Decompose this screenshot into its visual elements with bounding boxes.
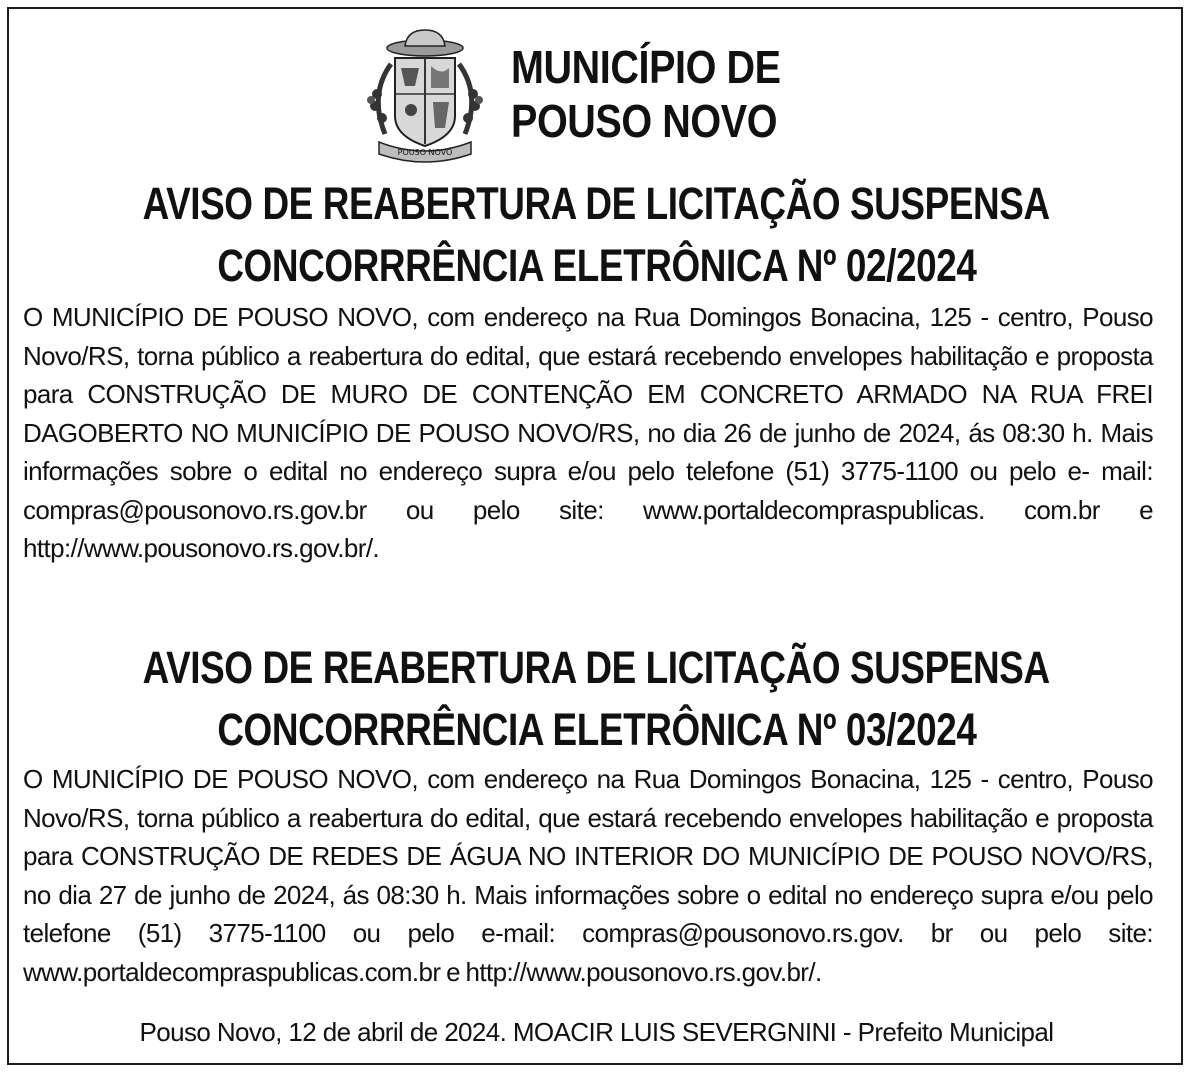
notice-1-heading-line-1: AVISO DE REABERTURA DE LICITAÇÃO SUSPENSA — [142, 178, 1051, 229]
municipality-title — [511, 40, 781, 148]
header — [355, 20, 824, 168]
notice-1-body: O MUNICÍPIO DE POUSO NOVO, com endereço na Rua Domingos Bonacina, 125 - centro, Pouso Novo/RS, torna público a reabertura do edital, que estará recebendo envelopes habilitação e proposta para CONSTRUÇÃO DE MURO DE CONTENÇÃO EM CONCRETO ARMADO NA RUA FREI DAGOBERTO NO MUNICÍPIO DE POUSO NOVO/RS, no dia 26 de junho de 2024, ás 08:30 h. Mais informações sobre o edital no endereço supra e/ou pelo telefone (51) 3775-1100 ou pelo e- mail: compras@pousonovo.rs.gov.br ou pelo site: www.portaldecompraspublicas. com.br e http://www.pousonovo.rs.gov.br/. — [23, 302, 1153, 563]
title-line-2: POUSO NOVO — [511, 95, 778, 147]
notice-1-heading-line-2: CONCORRRÊNCIA ELETRÔNICA Nº 02/2024 — [216, 240, 977, 291]
title-line-1: MUNICÍPIO DE — [511, 41, 781, 93]
coat-of-arms-icon — [355, 24, 495, 164]
emblem-ribbon-text: POUSO NOVO — [397, 148, 453, 157]
signature-line: Pouso Novo, 12 de abril de 2024. MOACIR LUIS SEVERGNINI - Prefeito Municipal — [139, 1017, 1054, 1047]
notice-2-body: O MUNICÍPIO DE POUSO NOVO, com endereço na Rua Domingos Bonacina, 125 - centro, Pouso Novo/RS, torna público a reabertura do edital, que estará recebendo envelopes habilitação e proposta para CONSTRUÇÃO DE REDES DE ÁGUA NO INTERIOR DO MUNICÍPIO DE POUSO NOVO/RS, no dia 27 de junho de 2024, ás 08:30 h. Mais informações sobre o edital no endereço supra e/ou pelo telefone (51) 3775-1100 ou pelo e-mail: compras@pousonovo.rs.gov. br ou pelo site: www.portaldecompraspublicas.com.br e http://www.pousonovo.rs.gov.br/. — [23, 764, 1153, 987]
notice-2-heading-line-1: AVISO DE REABERTURA DE LICITAÇÃO SUSPENSA — [142, 642, 1051, 693]
notice-2-heading-line-2: CONCORRRÊNCIA ELETRÔNICA Nº 03/2024 — [216, 704, 977, 755]
